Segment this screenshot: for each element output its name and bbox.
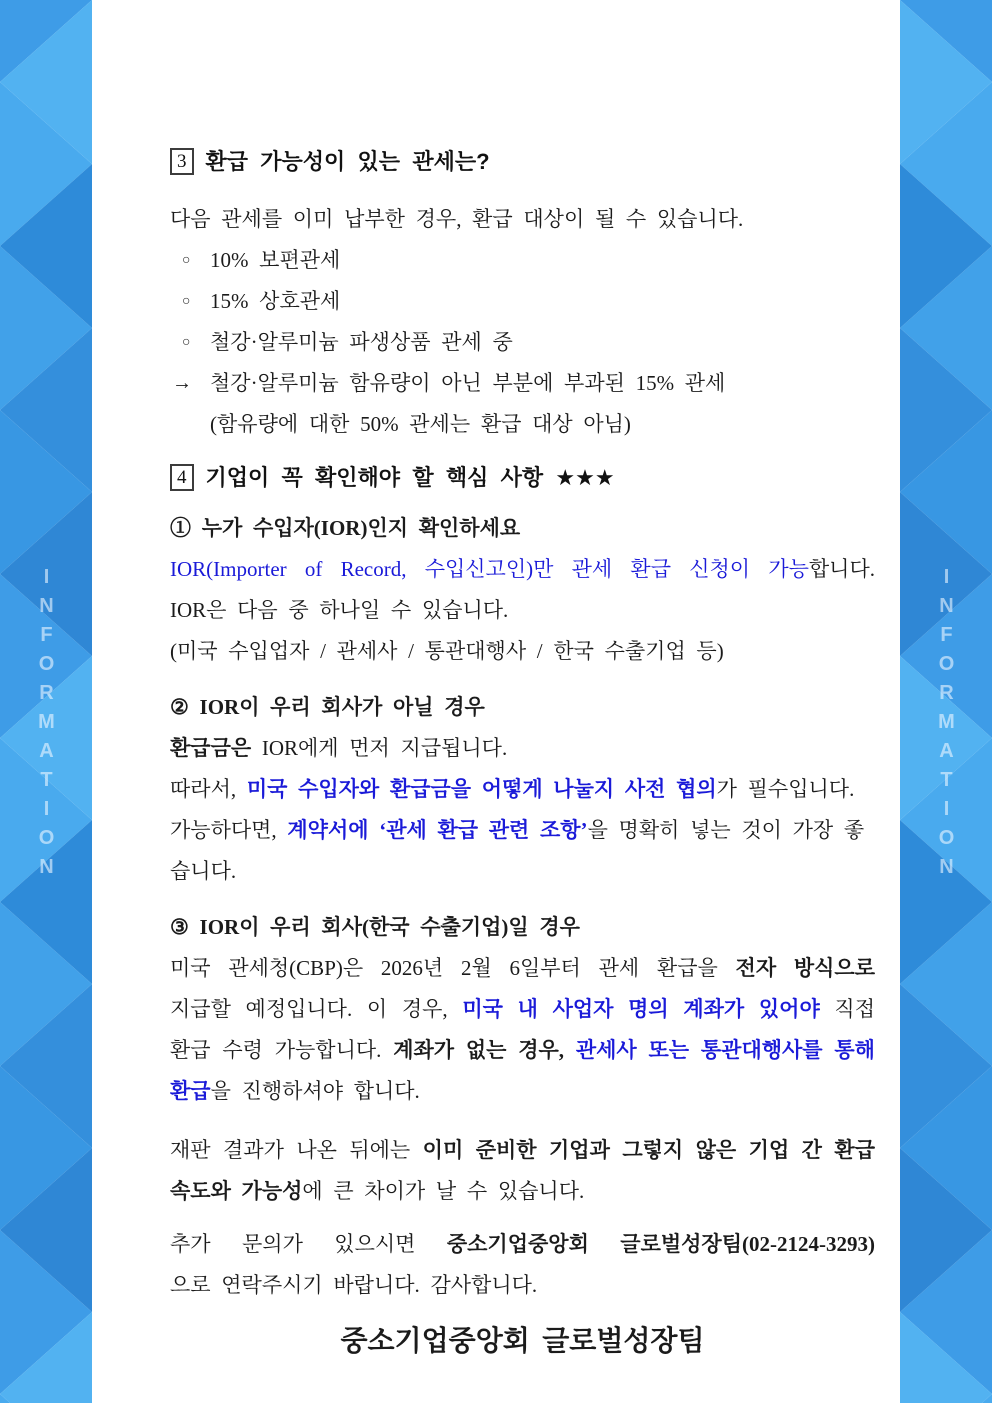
subsection-heading [170, 687, 875, 728]
text-run: 철강·알루미늄 함유량이 아닌 부분에 부과된 15% 관세 [210, 371, 726, 395]
line-text [210, 412, 631, 436]
text-run: 으로 연락주시기 바랍니다. 감사합니다. [170, 1273, 538, 1297]
text-run: (미국 수입업자 / 관세사 / 통관대행사 / 한국 수출기업 등) [170, 639, 724, 663]
bullet-marker-icon: ○ [182, 294, 191, 309]
text-line [170, 631, 875, 672]
line-text [170, 1079, 420, 1103]
bullet-marker-icon: ○ [182, 253, 191, 268]
bullet-item [170, 240, 875, 281]
line-text [170, 997, 875, 1021]
line-text [170, 1232, 875, 1256]
text-line [170, 1265, 875, 1306]
text-run: 환급 수령 가능합니다. [170, 1038, 394, 1062]
text-run: 에 큰 차이가 날 수 있습니다. [302, 1179, 585, 1203]
text-run: 미국 수입자와 환급금을 어떻게 나눌지 사전 협의 [246, 777, 717, 801]
text-run: 환급 [170, 1079, 211, 1103]
text-run: IOR에게 먼저 지급됩니다. [251, 736, 508, 760]
line-text [170, 1038, 875, 1062]
line-text [170, 639, 724, 663]
bullet-item [170, 281, 875, 322]
text-run: 계약서에 ‘관세 환급 관련 조항’ [287, 818, 588, 842]
line-text [170, 207, 743, 231]
text-run: 15% 상호관세 [210, 289, 341, 313]
text-line [170, 769, 875, 810]
text-run: 다음 관세를 이미 납부한 경우, 환급 대상이 될 수 있습니다. [170, 207, 744, 231]
text-run: ③ IOR이 우리 회사(한국 수출기업)일 경우 [170, 915, 580, 939]
text-run: 합니다. [808, 557, 875, 581]
line-text [340, 1326, 704, 1357]
text-run: 10% 보편관세 [210, 248, 341, 272]
heading-text: 기업이 꼭 확인해야 할 핵심 사항 ★★★ [205, 465, 615, 490]
text-line [170, 948, 875, 989]
text-run: 추가 문의가 있으시면 [170, 1232, 447, 1256]
text-run: 가 필수입니다. [716, 777, 855, 801]
line-text [170, 777, 854, 801]
text-line [170, 1224, 875, 1265]
text-line [170, 1130, 875, 1171]
line-text [170, 818, 864, 883]
right-sidebar-triangle-pattern [900, 0, 992, 1403]
text-line [170, 1171, 875, 1212]
line-text [210, 281, 340, 322]
text-run: 따라서, [170, 777, 247, 801]
boxed-number: 4 [170, 464, 194, 491]
line-text [170, 516, 520, 540]
text-run: 중소기업중앙회 글로벌성장팀 [340, 1326, 705, 1357]
information-vertical-text: INFORMATION [35, 566, 58, 885]
text-run: ① 누가 수입자(IOR)인지 확인하세요 [170, 516, 521, 540]
subsection-heading [170, 508, 875, 549]
text-run: ② IOR이 우리 회사가 아닐 경우 [170, 695, 485, 719]
text-run: 철강·알루미늄 파생상품 관세 중 [210, 330, 513, 354]
subsection-heading [170, 907, 875, 948]
line-text [210, 322, 513, 363]
line-text [170, 695, 485, 719]
text-run: 계좌가 없는 경우, [393, 1038, 565, 1062]
text-line [170, 590, 875, 631]
continuation-line [170, 404, 875, 445]
bullet-item [170, 322, 875, 363]
line-text [170, 557, 875, 581]
line-text [170, 956, 875, 980]
information-vertical-text: INFORMATION [935, 566, 958, 885]
boxed-number: 3 [170, 148, 194, 175]
text-run: 가능하다면, [170, 818, 288, 842]
text-run: 중소기업중앙회 글로벌성장팀(02-2124-3293) [446, 1232, 875, 1256]
text-run: 직접 [819, 997, 875, 1021]
document-content [92, 0, 900, 1403]
text-line [170, 989, 875, 1030]
text-line [170, 1030, 875, 1071]
line-text [170, 598, 508, 622]
line-text [170, 1138, 875, 1162]
line-text [170, 1179, 584, 1203]
line-text [170, 1273, 537, 1297]
line-text [170, 736, 507, 760]
text-line [170, 728, 875, 769]
section-heading [170, 463, 875, 493]
text-run: 속도와 가능성 [170, 1179, 303, 1203]
footer-signature [170, 1324, 875, 1360]
text-run: IOR은 다음 중 하나일 수 있습니다. [170, 598, 509, 622]
text-run: 을 진행하셔야 합니다. [210, 1079, 420, 1103]
arrow-icon: → [172, 372, 192, 394]
text-line [170, 1071, 875, 1112]
left-sidebar-triangle-pattern [0, 0, 92, 1403]
heading-text: 환급 가능성이 있는 관세는? [205, 149, 490, 174]
text-run: 을 명확히 넣는 것이 가장 좋습니다. [170, 818, 865, 883]
text-run: 재판 결과가 나온 뒤에는 [170, 1138, 423, 1162]
arrow-item [170, 363, 875, 404]
section-heading [170, 147, 875, 177]
text-run: 환급금은 [170, 736, 252, 760]
text-run: 관세사 또는 통관대행사를 통해 [575, 1038, 875, 1062]
text-run: 미국 내 사업자 명의 계좌가 있어야 [462, 997, 820, 1021]
text-run: IOR(Importer of Record, 수입신고인)만 관세 환급 신청이 가능 [170, 557, 809, 581]
text-run: 미국 관세청(CBP)은 2026년 2월 6일부터 관세 환급을 [170, 956, 736, 980]
text-line [170, 810, 875, 892]
text-run: (함유량에 대한 50% 관세는 환급 대상 아님) [210, 412, 631, 436]
text-run: 지급할 예정입니다. 이 경우, [170, 997, 463, 1021]
text-run: 이미 준비한 기업과 그렇지 않은 기업 간 환급 [422, 1138, 875, 1162]
line-text [210, 363, 725, 404]
bullet-marker-icon: ○ [182, 335, 191, 350]
line-text [210, 240, 340, 281]
text-line [170, 549, 875, 590]
line-text [170, 915, 580, 939]
text-run [564, 1038, 576, 1062]
text-run: 전자 방식으로 [735, 956, 875, 980]
text-line [170, 199, 875, 240]
